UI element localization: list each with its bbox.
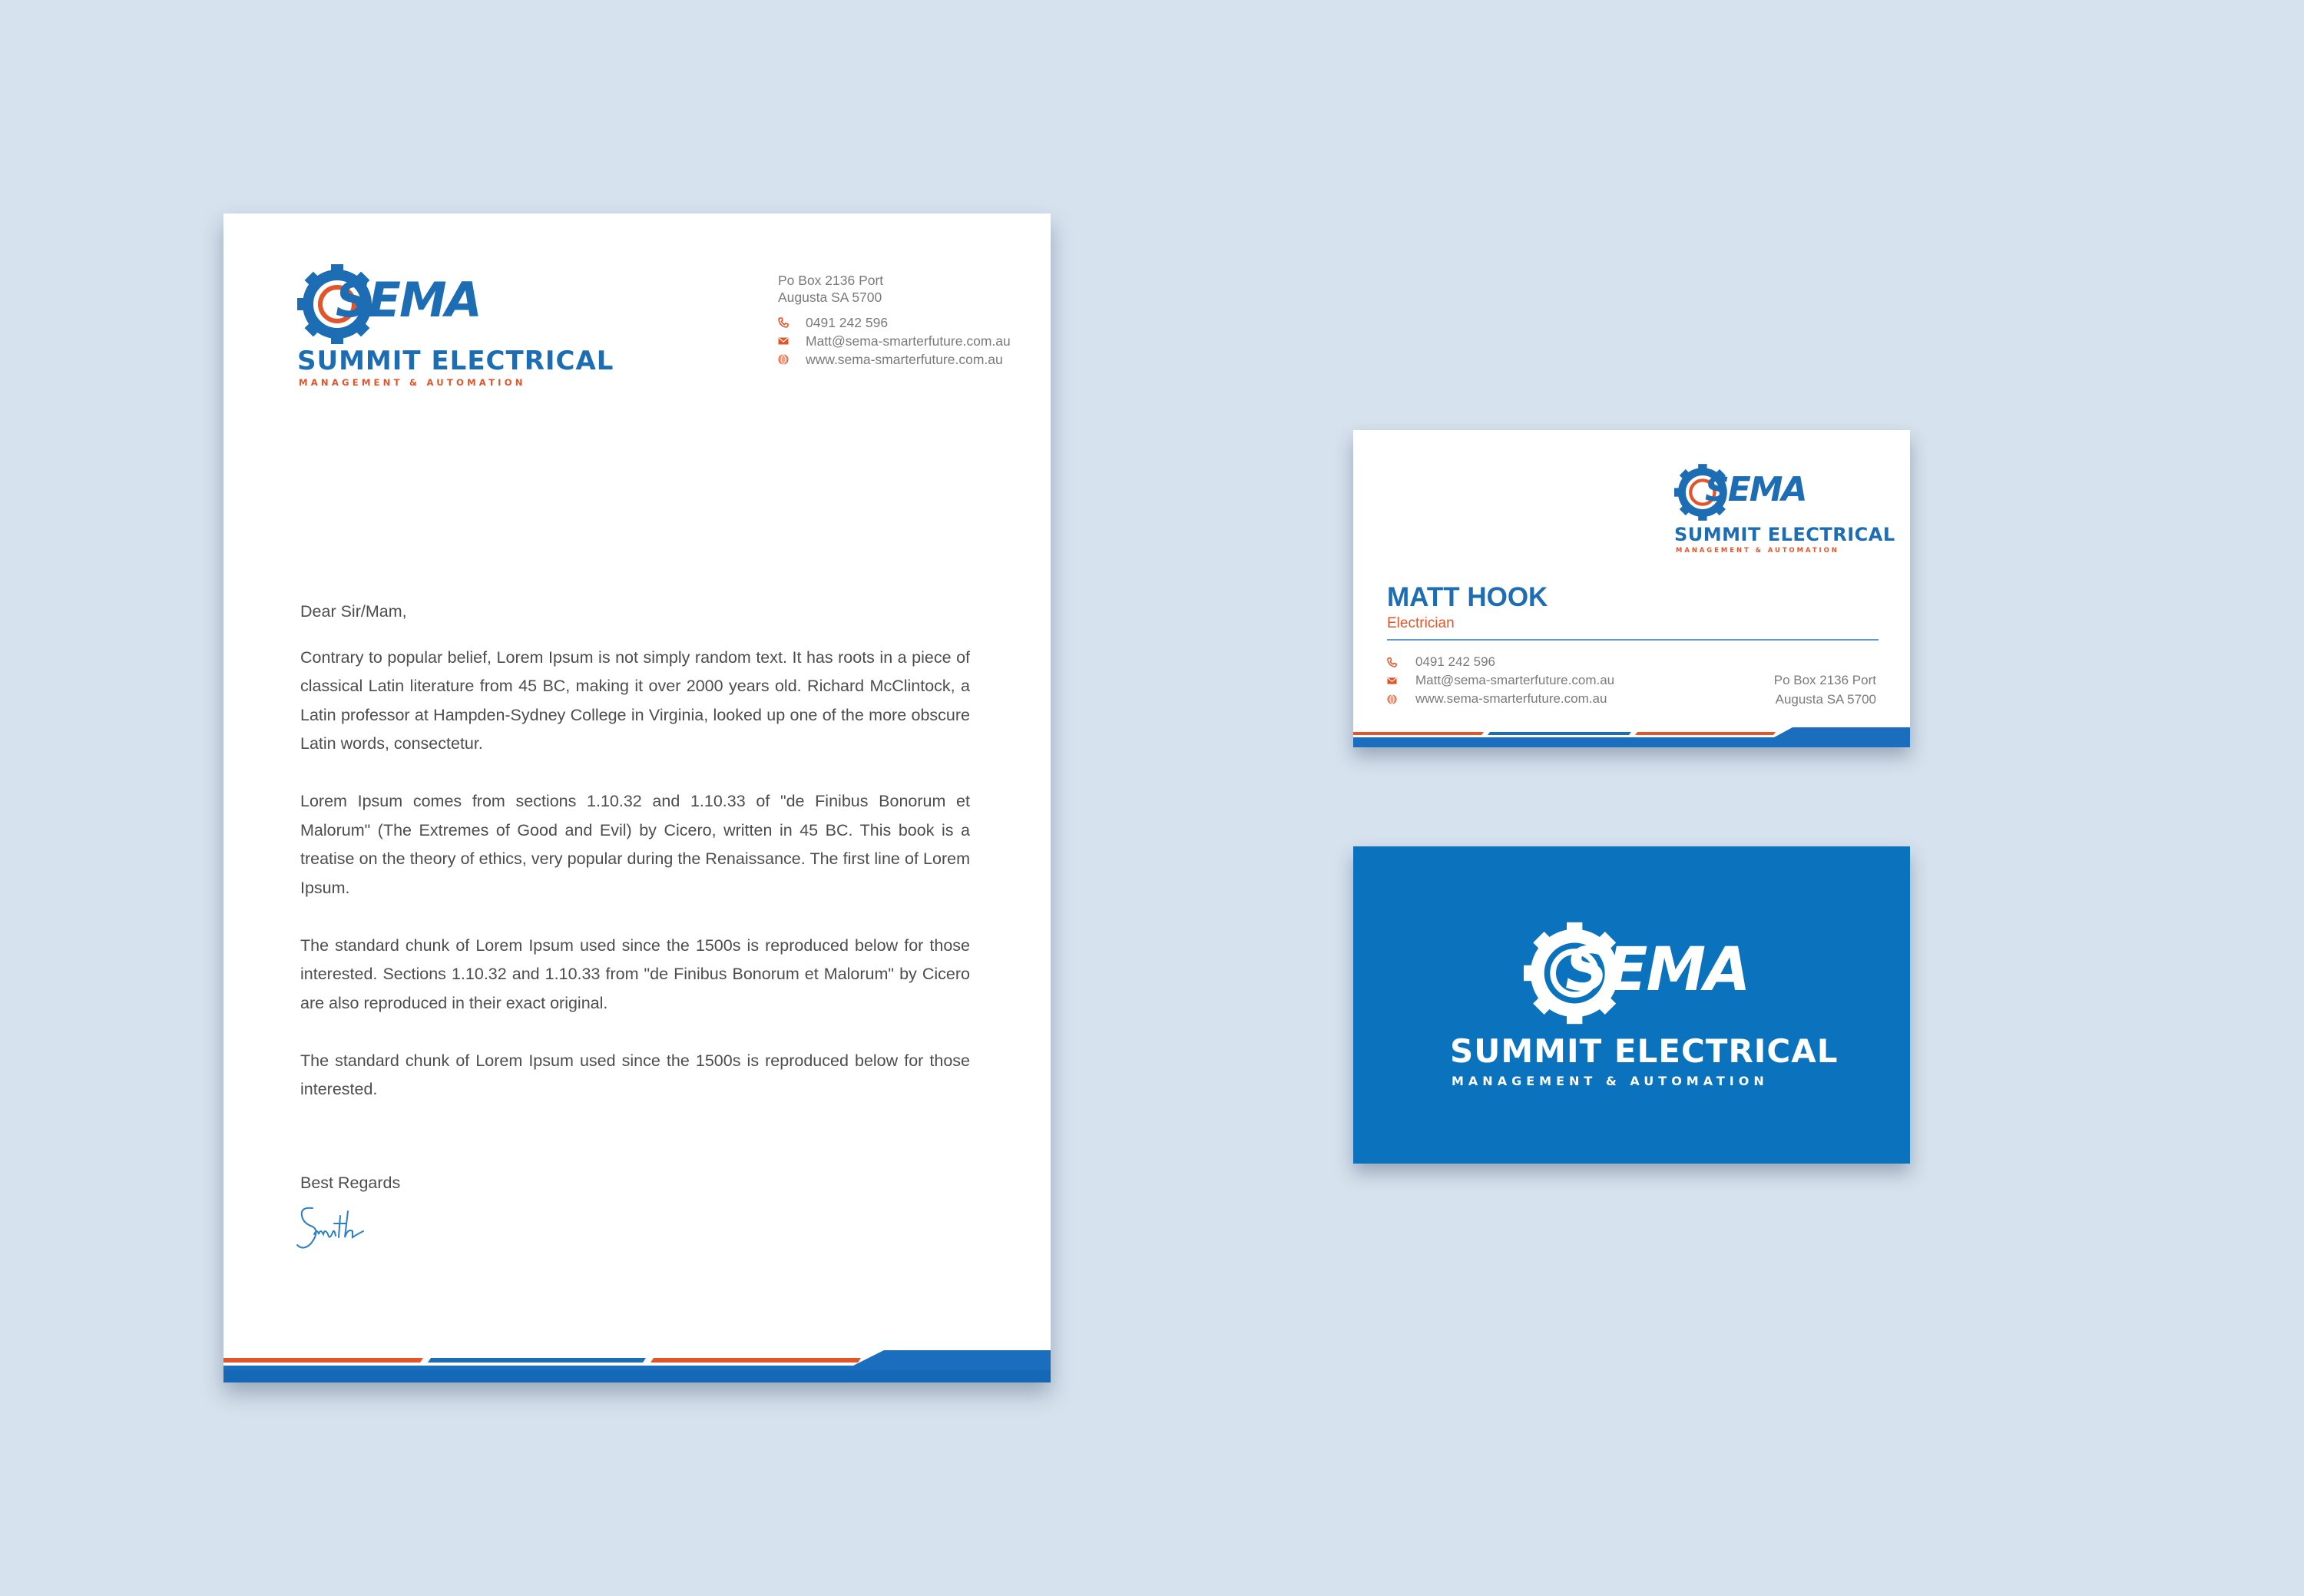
phone-row xyxy=(1387,653,1614,671)
card-address xyxy=(1774,671,1876,709)
website-text[interactable]: www.sema-smarterfuture.com.au xyxy=(1415,691,1607,706)
letterhead-sheet xyxy=(223,214,1051,1382)
card-divider xyxy=(1387,639,1879,641)
letter-paragraph: Contrary to popular belief, Lorem Ipsum is not simply random text. It has roots in a piece of classical Latin literature from 45 BC, making it over 2000 years old. Richard McClintock, a Latin professor at Hampden-Sydney College in Virginia, looked up one of the more obscure Latin words, consectetur. xyxy=(300,647,970,753)
logo-brand-name: SUMMIT ELECTRICAL xyxy=(1674,524,1895,545)
letter-paragraph: Lorem Ipsum comes from sections 1.10.32 and 1.10.33 of "de Finibus Bonorum et Malorum" (The Extremes of Good and Evil) by Cicero, written in 45 BC. This book is a treatise on the theory of ethics, very popular during the Renaissance. The first line of Lorem Ipsum. xyxy=(300,792,970,897)
address-line2: Augusta SA 5700 xyxy=(778,290,882,305)
phone-icon xyxy=(1387,657,1397,667)
logo-tagline: MANAGEMENT & AUTOMATION xyxy=(299,377,526,388)
letter-closing: Best Regards xyxy=(300,1174,401,1192)
phone-text: 0491 242 596 xyxy=(1415,654,1495,669)
envelope-icon xyxy=(778,336,789,346)
logo-tagline: MANAGEMENT & AUTOMATION xyxy=(1676,546,1839,554)
letterhead-footer-stripes xyxy=(223,1350,1051,1382)
email-text[interactable]: Matt@sema-smarterfuture.com.au xyxy=(1415,673,1615,687)
phone-row xyxy=(778,313,1011,332)
signature xyxy=(294,1200,371,1254)
website-row xyxy=(778,350,1011,369)
card-contact xyxy=(1387,653,1614,708)
logo-wordmark: SEMA xyxy=(1565,935,1750,1005)
address-line2: Augusta SA 5700 xyxy=(1775,692,1876,707)
business-card-front xyxy=(1353,430,1910,747)
phone-text: 0491 242 596 xyxy=(806,315,889,330)
card-back-logo xyxy=(1450,922,1839,1098)
letter-body xyxy=(300,598,970,1133)
logo-brand-name: SUMMIT ELECTRICAL xyxy=(297,346,614,376)
letterhead-contact xyxy=(778,272,1011,369)
letter-salutation: Dear Sir/Mam, xyxy=(300,602,407,621)
email-row xyxy=(778,332,1011,350)
card-front-logo xyxy=(1674,464,1895,555)
address-line1: Po Box 2136 Port xyxy=(778,273,884,288)
website-row xyxy=(1387,690,1614,708)
email-row xyxy=(1387,671,1614,690)
letter-paragraph: The standard chunk of Lorem Ipsum used since the 1500s is reproduced below for those interested. Sections 1.10.32 and 1.10.33 from "de Finibus Bonorum et Malorum" by Cicero are also reproduced in their exact original. xyxy=(300,935,970,1012)
business-card-back xyxy=(1353,846,1910,1164)
letter-paragraph: The standard chunk of Lorem Ipsum used since the 1500s is reproduced below for those interested. xyxy=(300,1051,970,1098)
letterhead-logo xyxy=(297,264,614,388)
envelope-icon xyxy=(1387,676,1397,686)
email-text[interactable]: Matt@sema-smarterfuture.com.au xyxy=(806,333,1011,349)
card-footer-stripes xyxy=(1353,727,1910,747)
website-text[interactable]: www.sema-smarterfuture.com.au xyxy=(806,352,1003,367)
card-holder-name: MATT HOOK xyxy=(1387,582,1548,612)
globe-icon xyxy=(778,354,789,365)
logo-brand-name: SUMMIT ELECTRICAL xyxy=(1450,1032,1839,1070)
logo-wordmark: SEMA xyxy=(336,272,481,328)
card-holder-role: Electrician xyxy=(1387,615,1455,631)
globe-icon xyxy=(1387,694,1397,704)
phone-icon xyxy=(778,317,789,328)
address-line1: Po Box 2136 Port xyxy=(1773,673,1876,687)
logo-tagline: MANAGEMENT & AUTOMATION xyxy=(1452,1074,1769,1088)
logo-wordmark: SEMA xyxy=(1705,470,1806,509)
